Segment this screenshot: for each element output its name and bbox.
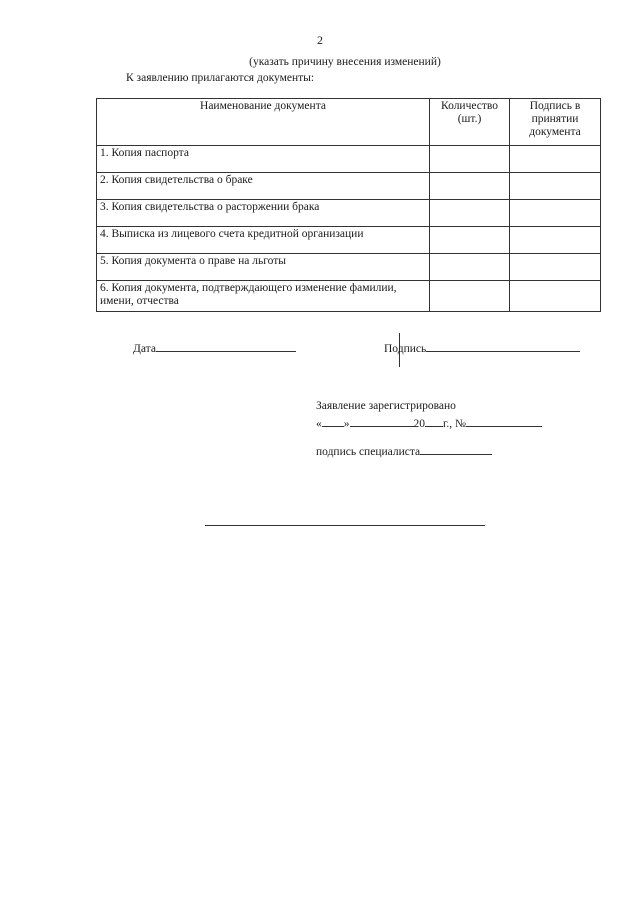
signature-cell[interactable] [510,200,601,227]
table-row [97,227,601,254]
header-document-name: Наименование документа [97,99,430,146]
signature-cell[interactable] [510,254,601,281]
signature-cell[interactable] [510,227,601,254]
registered-label: Заявление зарегистрировано [316,400,456,412]
signature-field [384,341,580,355]
quantity-cell[interactable] [430,146,510,173]
date-label: Дата [133,343,156,355]
bottom-rule [205,525,485,526]
document-name-cell: 2. Копия свидетельства о браке [97,173,430,200]
document-name-cell: 6. Копия документа, подтверждающего изменение фамилии, имени, отчества [97,281,430,312]
date-field [133,341,296,355]
date-blank-line[interactable] [156,341,296,352]
quantity-cell[interactable] [430,227,510,254]
table-row [97,146,601,173]
signature-cell[interactable] [510,281,601,312]
signature-cell[interactable] [510,146,601,173]
year-blank[interactable] [425,416,443,427]
document-name-cell: 3. Копия свидетельства о расторжении брака [97,200,430,227]
table-row [97,254,601,281]
specialist-signature-field [316,444,492,458]
registration-number-blank[interactable] [466,416,542,427]
quantity-cell[interactable] [430,281,510,312]
documents-table [96,98,601,312]
document-name-cell: 1. Копия паспорта [97,146,430,173]
year-suffix: г., № [443,418,467,430]
signature-label: Подпись [384,343,427,355]
table-row [97,281,601,312]
document-name-cell: 5. Копия документа о праве на льготы [97,254,430,281]
day-blank[interactable] [322,416,344,427]
header-acceptance-signature: Подпись в принятии документа [510,99,601,146]
signature-cell[interactable] [510,173,601,200]
header-quantity: Количество (шт.) [430,99,510,146]
specialist-signature-label: подпись специалиста [316,446,421,458]
close-quote: » [343,418,350,430]
table-header-row [97,99,601,146]
quantity-cell[interactable] [430,173,510,200]
specialist-signature-blank[interactable] [420,444,492,455]
attached-documents-intro: К заявлению прилагаются документы: [126,72,315,84]
page-number: 2 [317,33,323,47]
reason-note: (указать причину внесения изменений) [249,56,441,68]
year-prefix: 20 [413,418,425,430]
table-row [97,173,601,200]
quantity-cell[interactable] [430,254,510,281]
quantity-cell[interactable] [430,200,510,227]
signature-blank-line[interactable] [426,341,580,352]
month-blank[interactable] [350,416,414,427]
table-row [97,200,601,227]
document-name-cell: 4. Выписка из лицевого счета кредитной организации [97,227,430,254]
open-quote: « [316,418,322,430]
registration-line [316,416,542,430]
